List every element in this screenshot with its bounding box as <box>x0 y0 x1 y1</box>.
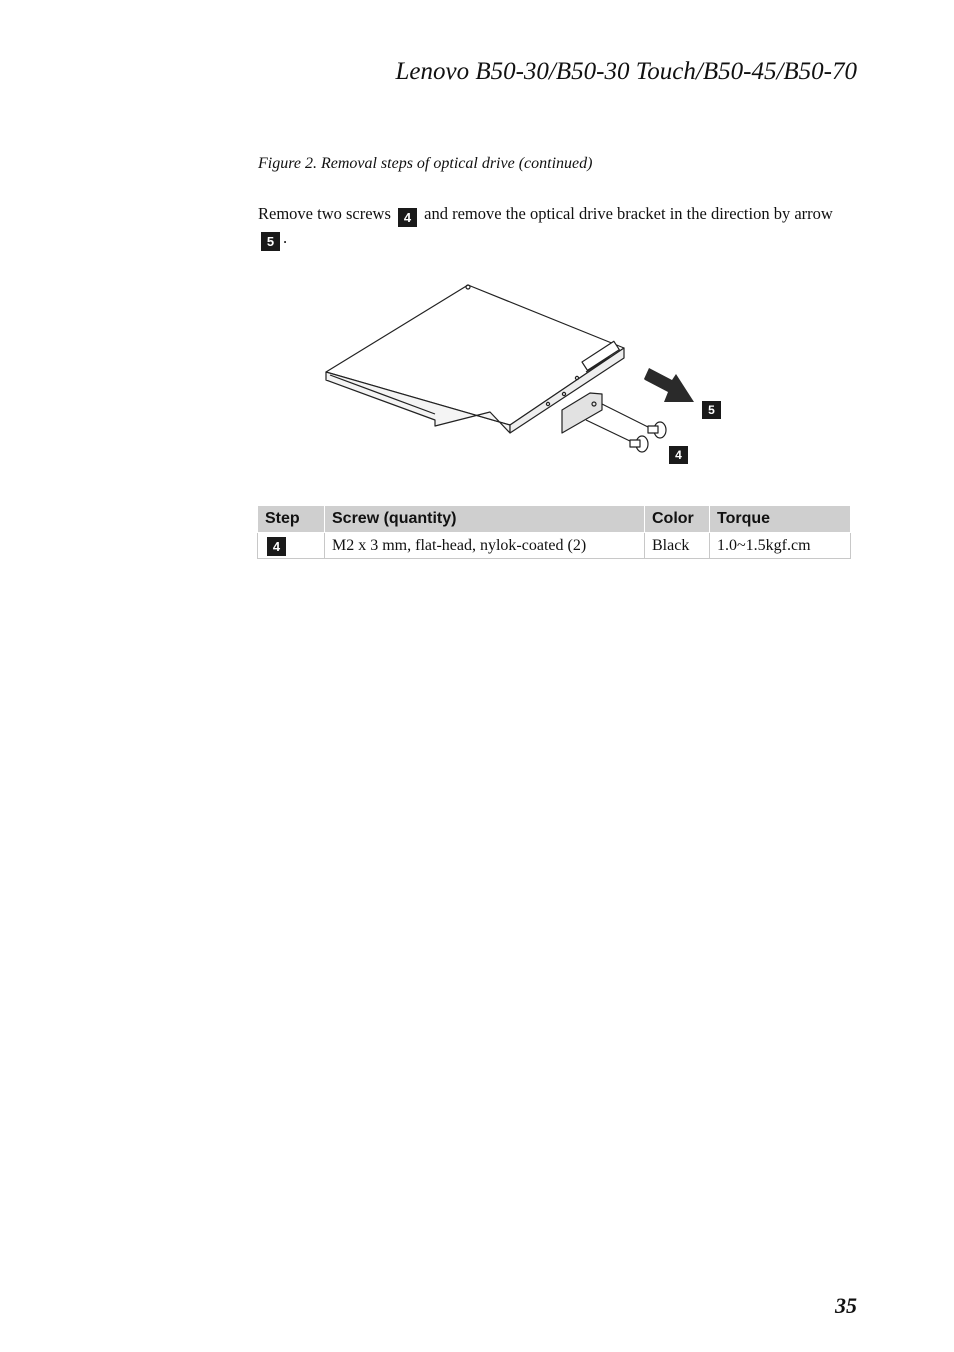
screw-lower <box>630 436 648 452</box>
screw-upper <box>648 422 666 438</box>
figure-caption: Figure 2. Removal steps of optical drive (continued) <box>258 155 593 172</box>
header-screw: Screw (quantity) <box>325 506 645 533</box>
header-color: Color <box>645 506 710 533</box>
step-badge-arrow: 5 <box>261 232 280 251</box>
optical-drive-illustration <box>320 280 730 480</box>
instruction-text <box>258 203 858 251</box>
instruction-part-3: . <box>283 228 288 247</box>
instruction-part-2: and remove the optical drive bracket in the direction by arrow <box>424 204 833 223</box>
step-badge-table: 4 <box>267 537 286 556</box>
cell-step <box>258 533 325 559</box>
cell-color: Black <box>645 533 710 559</box>
screw-table <box>257 505 851 559</box>
step-badge-screws: 4 <box>398 208 417 227</box>
table-row <box>258 533 851 559</box>
callout-step-4: 4 <box>669 446 688 464</box>
page-header-title: Lenovo B50-30/B50-30 Touch/B50-45/B50-70 <box>395 58 857 85</box>
instruction-part-1: Remove two screws <box>258 204 391 223</box>
header-step: Step <box>258 506 325 533</box>
page-number: 35 <box>835 1293 857 1318</box>
optical-drive-bracket <box>562 393 602 433</box>
cell-torque: 1.0~1.5kgf.cm <box>710 533 851 559</box>
cell-screw: M2 x 3 mm, flat-head, nylok-coated (2) <box>325 533 645 559</box>
table-header-row <box>258 506 851 533</box>
removal-direction-arrow <box>644 368 694 402</box>
callout-step-5: 5 <box>702 401 721 419</box>
header-torque: Torque <box>710 506 851 533</box>
